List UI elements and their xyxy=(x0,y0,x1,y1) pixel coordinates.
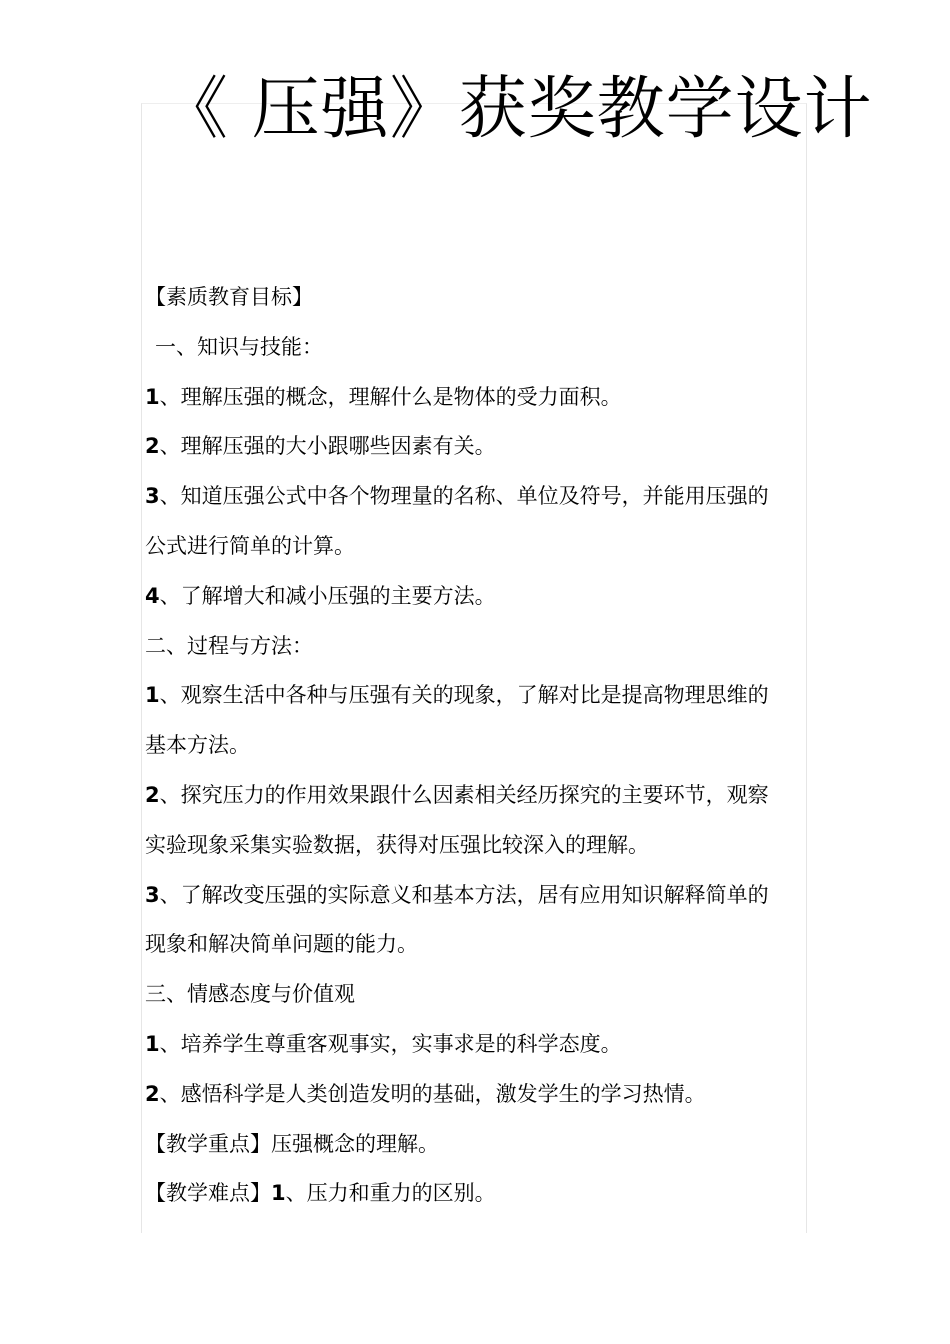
item-number: 2 xyxy=(145,1081,160,1106)
knowledge-item-3-continued: 公式进行简单的计算。 xyxy=(145,533,355,558)
process-item-2-continued: 实验现象采集实验数据，获得对压强比较深入的理解。 xyxy=(145,832,649,857)
document-body xyxy=(145,273,809,1219)
process-item-1 xyxy=(145,671,809,721)
item-number: 1 xyxy=(145,384,160,409)
item-number: 1 xyxy=(145,1031,160,1056)
goals-heading: 【素质教育目标】 xyxy=(145,285,313,309)
knowledge-item-4 xyxy=(145,572,809,622)
item-text: 、了解增大和减小压强的主要方法。 xyxy=(159,583,496,608)
knowledge-item-1 xyxy=(145,373,809,423)
item-number: 1 xyxy=(145,683,160,708)
item-text: 、探究压力的作用效果跟什么因素相关经历探究的主要环节，观察 xyxy=(159,782,769,807)
process-item-3 xyxy=(145,871,809,921)
item-number: 2 xyxy=(145,782,160,807)
difficulty-label: 【教学难点】 xyxy=(145,1181,271,1206)
key-point-text: 压强概念的理解。 xyxy=(271,1131,439,1156)
process-item-2 xyxy=(145,771,809,821)
key-point-label: 【教学重点】 xyxy=(145,1131,271,1156)
item-number: 4 xyxy=(145,583,160,608)
item-number: 1 xyxy=(271,1181,286,1206)
key-point xyxy=(145,1120,809,1170)
knowledge-heading: 一、知识与技能： xyxy=(155,334,323,359)
process-item-3-continued: 现象和解决简单问题的能力。 xyxy=(145,932,418,957)
item-text: 、知道压强公式中各个物理量的名称、单位及符号，并能用压强的 xyxy=(159,484,769,509)
item-number: 2 xyxy=(145,434,160,459)
item-text: 、理解压强的概念，理解什么是物体的受力面积。 xyxy=(159,384,622,409)
item-number: 3 xyxy=(145,882,160,907)
process-item-1-continued: 基本方法。 xyxy=(145,733,250,758)
item-text: 、观察生活中各种与压强有关的现象，了解对比是提高物理思维的 xyxy=(159,683,769,708)
attitude-item-1 xyxy=(145,1020,809,1070)
knowledge-item-2 xyxy=(145,422,809,472)
attitude-item-2 xyxy=(145,1070,809,1120)
difficulty-text: 、压力和重力的区别。 xyxy=(285,1181,496,1206)
difficulty xyxy=(145,1169,809,1219)
knowledge-item-3 xyxy=(145,472,809,522)
document-title: 《 压强》获奖教学设计 xyxy=(160,70,873,149)
item-text: 、感悟科学是人类创造发明的基础，激发学生的学习热情。 xyxy=(159,1081,706,1106)
attitude-heading: 三、情感态度与价值观 xyxy=(145,982,355,1007)
item-number: 3 xyxy=(145,484,160,509)
process-heading: 二、过程与方法： xyxy=(145,633,313,658)
item-text: 、理解压强的大小跟哪些因素有关。 xyxy=(159,434,496,459)
item-text: 、了解改变压强的实际意义和基本方法，居有应用知识解释简单的 xyxy=(159,882,769,907)
item-text: 、培养学生尊重客观事实，实事求是的科学态度。 xyxy=(159,1031,622,1056)
